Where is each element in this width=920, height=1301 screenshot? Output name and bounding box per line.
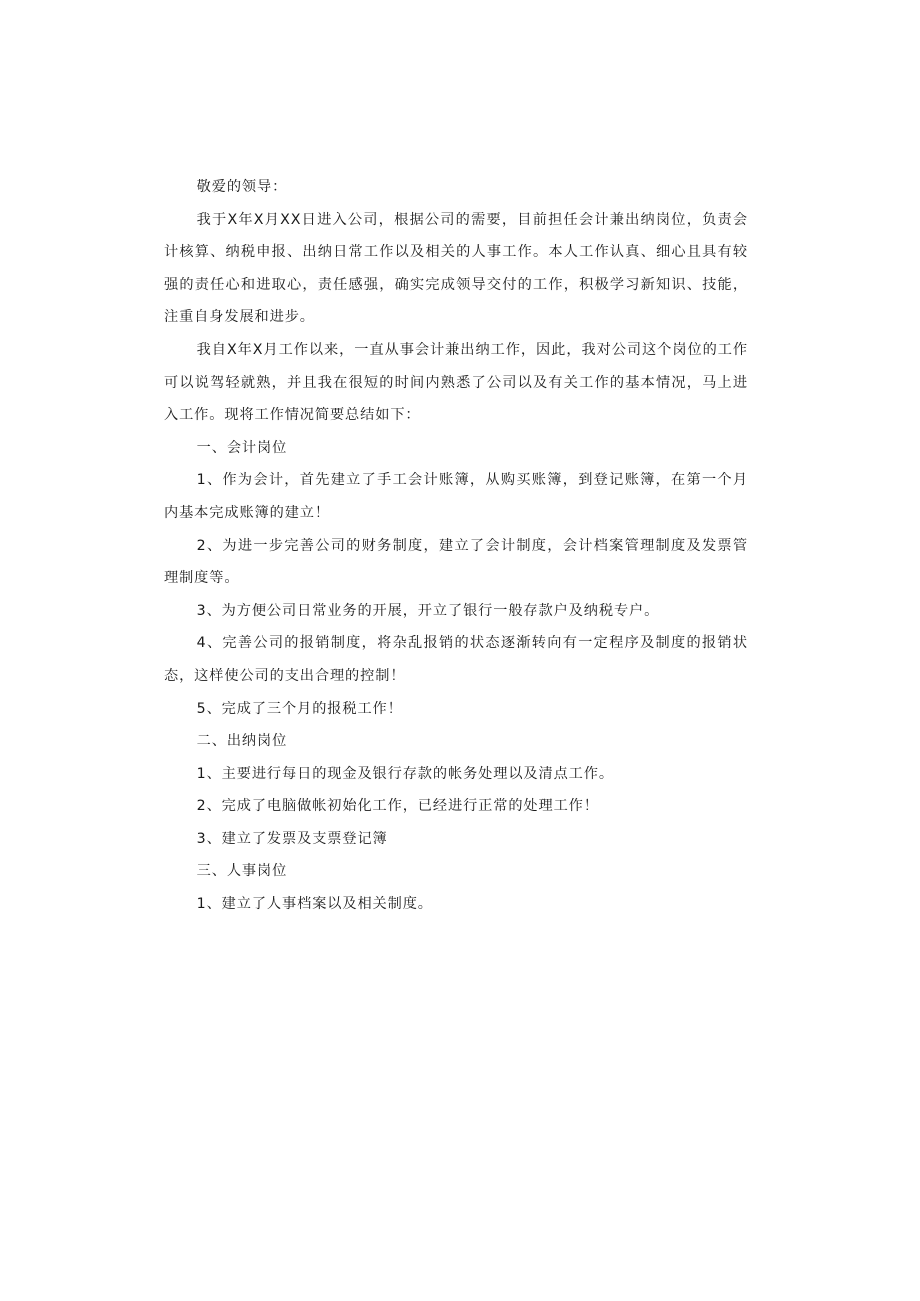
accounting-item-2: 2、为进一步完善公司的财务制度，建立了会计制度，会计档案管理制度及发票管理制度等。 — [164, 537, 748, 587]
accounting-item-1: 1、作为会计，首先建立了手工会计账簿，从购买账簿，到登记账簿，在第一个月内基本完成账簿的建立！ — [164, 472, 748, 521]
section-heading-hr: 三、人事岗位 — [196, 863, 288, 880]
cashier-item-1: 1、主要进行每日的现金及银行存款的帐务处理以及清点工作。 — [196, 765, 614, 782]
hr-item-1: 1、建立了人事档案以及相关制度。 — [196, 896, 433, 913]
section-heading-accounting: 一、会计岗位 — [196, 439, 288, 456]
document-body — [164, 171, 748, 921]
accounting-item-5: 5、完成了三个月的报税工作！ — [196, 700, 403, 717]
cashier-item-3: 3、建立了发票及支票登记簿 — [196, 830, 388, 847]
accounting-item-3: 3、为方便公司日常业务的开展，开立了银行一般存款户及纳税专户。 — [196, 602, 660, 619]
cashier-item-2: 2、完成了电脑做帐初始化工作，已经进行正常的处理工作！ — [196, 798, 599, 815]
intro-paragraph: 我于X年X月XX日进入公司，根据公司的需要，目前担任会计兼出纳岗位，负责会计核算、纳税申报、出纳日常工作以及相关的人事工作。本人工作认真、细心且具有较强的责任心和进取心，责任感强，确实完成领导交付的工作，积极学习新知识、技能，注重自身发展和进步。 — [164, 211, 748, 326]
summary-paragraph: 我自X年X月工作以来，一直从事会计兼出纳工作，因此，我对公司这个岗位的工作可以说驾轻就熟，并且我在很短的时间内熟悉了公司以及有关工作的基本情况，马上进入工作。现将工作情况简要总结如下： — [164, 341, 748, 424]
section-heading-cashier: 二、出纳岗位 — [196, 733, 288, 750]
accounting-item-4: 4、完善公司的报销制度，将杂乱报销的状态逐渐转向有一定程序及制度的报销状态，这样使公司的支出合理的控制！ — [164, 635, 748, 684]
salutation: 敬爱的领导： — [196, 179, 288, 195]
